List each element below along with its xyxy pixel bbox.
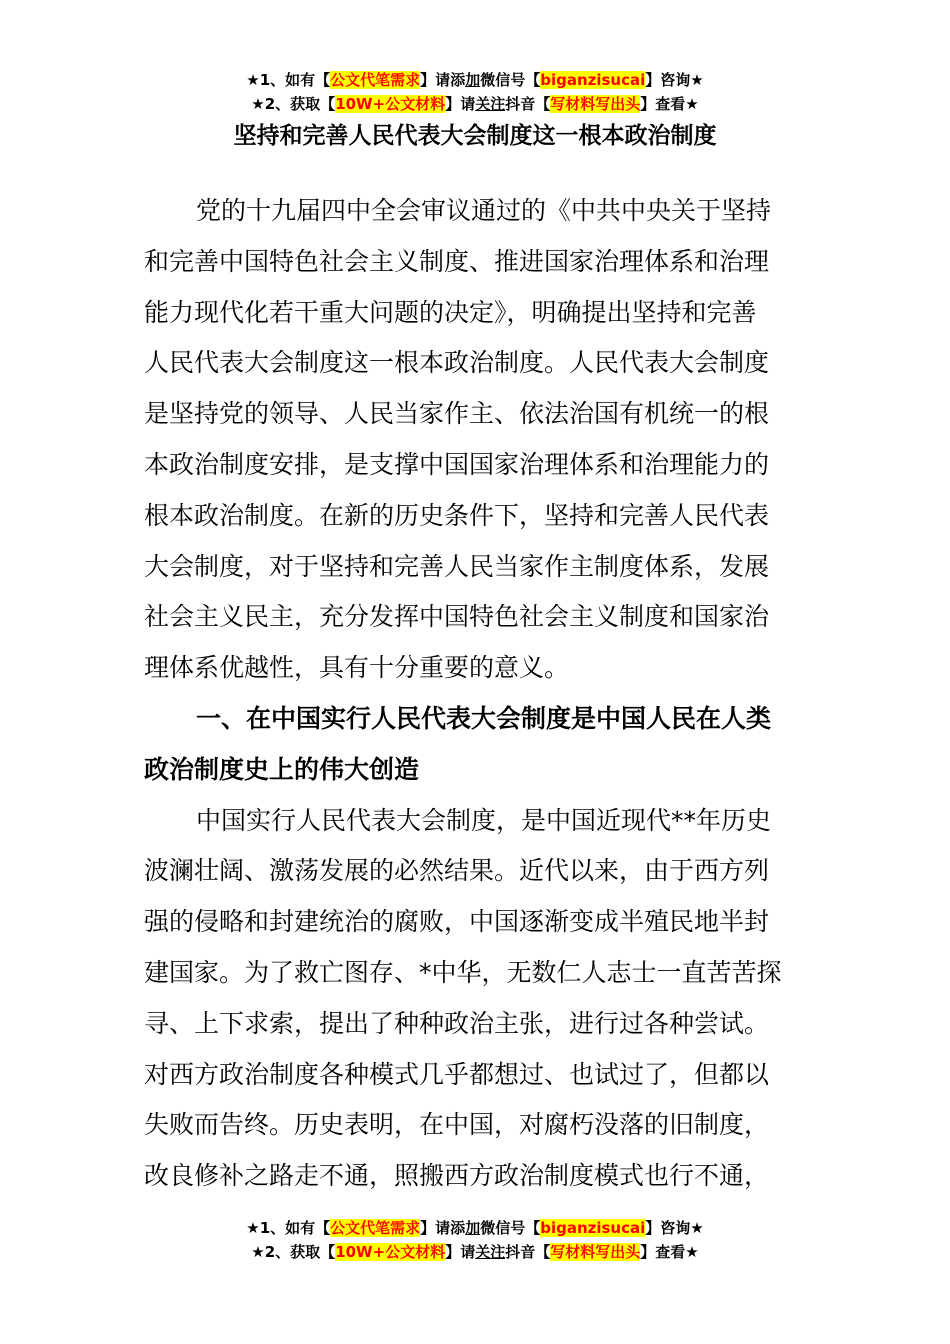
highlight-materials: 10W+公文材料 xyxy=(335,95,446,113)
paragraph-line: 党的十九届四中全会审议通过的《中共中央关于坚持 xyxy=(196,196,772,225)
paragraph-line: 根本政治制度。在新的历史条件下，坚持和完善人民代表 xyxy=(144,500,770,530)
douyin-account: 写材料写出头 xyxy=(550,1243,641,1261)
promo-text: 】咨询★ xyxy=(645,1219,704,1237)
section-heading-line: 政治制度史上的伟大创造 xyxy=(144,754,420,784)
promo-text-underlined: 加 xyxy=(465,71,481,89)
promo-text-underlined: 加 xyxy=(465,1219,481,1237)
paragraph-line: 强的侵略和封建统治的腐败，中国逐渐变成半殖民地半封 xyxy=(144,907,770,937)
promo-text: ★2、获取【 xyxy=(251,95,336,113)
promo-text-underlined: 关注 xyxy=(475,95,506,113)
promo-text: 抖音【 xyxy=(505,1243,551,1261)
section-heading-line: 一、在中国实行人民代表大会制度是中国人民在人类 xyxy=(196,703,772,733)
wechat-id: biganzisucai xyxy=(540,1219,646,1237)
paragraph-line: 波澜壮阔、激荡发展的必然结果。近代以来，由于西方列 xyxy=(144,856,770,886)
paragraph-line: 改良修补之路走不通，照搬西方政治制度模式也行不通， xyxy=(144,1161,770,1191)
highlight-service: 公文代笔需求 xyxy=(330,1219,421,1237)
document-body xyxy=(144,186,808,1202)
promo-line-2 xyxy=(0,92,950,116)
promo-line-1 xyxy=(0,1216,950,1240)
promo-text: 】请 xyxy=(445,1243,476,1261)
paragraph-line: 本政治制度安排，是支撑中国国家治理体系和治理能力的 xyxy=(144,449,770,479)
paragraph-line: 中国实行人民代表大会制度，是中国近现代**年历史 xyxy=(196,805,772,835)
promo-text: ★2、获取【 xyxy=(251,1243,336,1261)
paragraph-line: 建国家。为了救亡图存、*中华，无数仁人志士一直苦苦探 xyxy=(144,957,782,987)
document-title: 坚持和完善人民代表大会制度这一根本政治制度 xyxy=(233,123,717,149)
promo-text: 微信号【 xyxy=(480,1219,541,1237)
promo-text: ★1、如有【 xyxy=(246,1219,331,1237)
paragraph-line: 人民代表大会制度这一根本政治制度。人民代表大会制度 xyxy=(144,348,770,378)
promo-text: 微信号【 xyxy=(480,71,541,89)
paragraph-line: 理体系优越性，具有十分重要的意义。 xyxy=(144,653,570,683)
douyin-account: 写材料写出头 xyxy=(550,95,641,113)
promo-text: 】查看★ xyxy=(640,1243,699,1261)
paragraph-line: 和完善中国特色社会主义制度、推进国家治理体系和治理 xyxy=(144,246,770,276)
paragraph-line: 寻、上下求索，提出了种种政治主张，进行过各种尝试。 xyxy=(144,1008,770,1038)
paragraph-line: 能力现代化若干重大问题的决定》，明确提出坚持和完善 xyxy=(144,297,757,327)
promo-text: ★1、如有【 xyxy=(246,71,331,89)
wechat-id: biganzisucai xyxy=(540,71,646,89)
promo-text: 】请 xyxy=(445,95,476,113)
promo-text-underlined: 关注 xyxy=(475,1243,506,1261)
paragraph-line: 对西方政治制度各种模式几乎都想过、也试过了，但都以 xyxy=(144,1059,770,1089)
paragraph-line: 大会制度，对于坚持和完善人民当家作主制度体系，发展 xyxy=(144,551,770,581)
top-promo-banner xyxy=(0,68,950,116)
promo-line-1 xyxy=(0,68,950,92)
highlight-materials: 10W+公文材料 xyxy=(335,1243,446,1261)
promo-text: 】请添 xyxy=(420,71,466,89)
paragraph-line: 失败而告终。历史表明，在中国，对腐朽没落的旧制度， xyxy=(144,1110,770,1140)
promo-text: 】咨询★ xyxy=(645,71,704,89)
promo-text: 】请添 xyxy=(420,1219,466,1237)
promo-text: 抖音【 xyxy=(505,95,551,113)
highlight-service: 公文代笔需求 xyxy=(330,71,421,89)
paragraph-line: 是坚持党的领导、人民当家作主、依法治国有机统一的根 xyxy=(144,399,770,429)
promo-text: 】查看★ xyxy=(640,95,699,113)
promo-line-2 xyxy=(0,1240,950,1264)
bottom-promo-banner xyxy=(0,1216,950,1264)
paragraph-line: 社会主义民主，充分发挥中国特色社会主义制度和国家治 xyxy=(144,602,770,632)
